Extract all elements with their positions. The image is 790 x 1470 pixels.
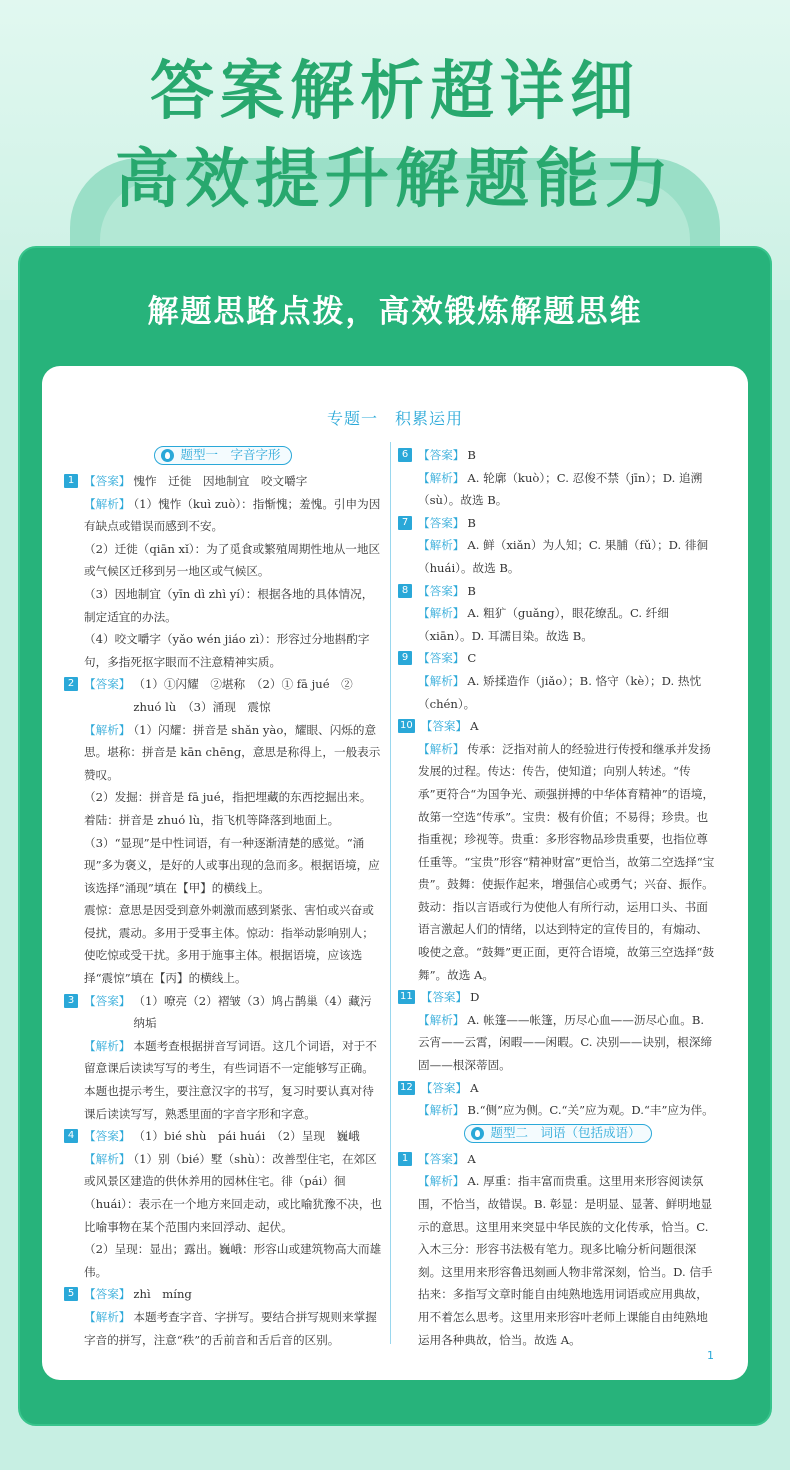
analysis-tag: 【解析】 xyxy=(84,1038,131,1053)
analysis-paragraph xyxy=(398,1170,718,1351)
analysis-paragraph xyxy=(64,583,382,628)
question-number: 1 xyxy=(64,474,78,488)
analysis-paragraph xyxy=(398,738,718,987)
answer-tag: 【答案】 xyxy=(418,1151,465,1166)
question-number: 10 xyxy=(400,720,413,732)
answer-tag: 【答案】 xyxy=(420,1080,468,1095)
right-question-list-2 xyxy=(398,1148,718,1351)
question-block xyxy=(398,512,718,580)
answer-row xyxy=(398,444,718,467)
analysis-paragraph xyxy=(64,1238,382,1283)
answer-row xyxy=(398,580,718,603)
analysis-text: A. 帐篷——帐篷，历尽心血——沥尽心血。B. 云宵——云霄，闲暇——闲暇。C. 决别——诀别，根深缔固——根深蒂固。 xyxy=(418,1012,713,1073)
section-label: 题型一 字音字形 xyxy=(180,447,281,463)
answer-tag: 【答案】 xyxy=(418,448,465,462)
analysis-paragraph xyxy=(64,1306,382,1351)
analysis-tag: 【解析】 xyxy=(418,741,465,756)
analysis-paragraph xyxy=(398,602,718,647)
analysis-tag: 【解析】 xyxy=(84,496,131,511)
question-number: 12 xyxy=(400,1081,413,1093)
analysis-tag: 【解析】 xyxy=(84,722,131,737)
question-block xyxy=(398,1148,718,1351)
question-block xyxy=(64,1125,382,1283)
analysis-tag: 【解析】 xyxy=(418,606,465,621)
answer-row xyxy=(64,1125,382,1148)
analysis-text: 本题考查根据拼音写词语。这几个词语，对于不留意课后读读写写的考生，有些词语不一定能够写正确。本题也提示考生，要注意汉字的书写，复习时要认真对待课后读读写写，熟悉里面的字音字形和字意。 xyxy=(84,1038,377,1121)
question-block xyxy=(398,647,718,715)
answer-row xyxy=(398,986,718,1009)
analysis-tag: 【解析】 xyxy=(418,1103,465,1118)
answer-row xyxy=(398,647,718,670)
analysis-text: 本题考查字音、字拼写。要结合拼写规则来掌握字音的拼写，注意“秩”的舌前音和舌后音的区别。 xyxy=(84,1309,377,1347)
analysis-paragraph xyxy=(64,1035,382,1125)
question-number: 5 xyxy=(64,1287,78,1301)
analysis-text: （4）咬文嚼字（yǎo wén jiáo zì）：形容过分地斟酌字句，多指死抠字眼而不注意精神实质。 xyxy=(84,632,370,669)
answer-tag: 【答案】 xyxy=(420,990,468,1005)
answer-tag: 【答案】 xyxy=(84,677,131,692)
flame-icon xyxy=(471,1127,484,1140)
page-number: 1 xyxy=(707,1349,714,1362)
answer-text: zhì míng xyxy=(133,1287,192,1302)
question-number: 2 xyxy=(64,677,78,691)
panel-title: 解题思路点拨，高效锻炼解题思维 xyxy=(147,294,643,330)
analysis-paragraph xyxy=(398,534,718,579)
analysis-text: A. 粗犷（guǎng），眼花缭乱。C. 纤细（xiān）。D. 耳濡目染。故选 B。 xyxy=(418,606,669,643)
analysis-paragraph xyxy=(398,467,718,512)
answer-text: （1）bié shù pái huái （2）呈现 巍峨 xyxy=(133,1129,360,1144)
answer-tag: 【答案】 xyxy=(84,474,131,488)
left-question-list xyxy=(64,470,382,1351)
question-block xyxy=(398,715,718,986)
answer-tag: 【答案】 xyxy=(418,515,465,530)
answer-tag: 【答案】 xyxy=(418,651,465,666)
answer-row xyxy=(398,512,718,535)
answer-text: A xyxy=(470,1080,479,1095)
analysis-tag: 【解析】 xyxy=(418,1174,465,1189)
analysis-paragraph xyxy=(398,670,718,715)
analysis-text: 传承：泛指对前人的经验进行传授和继承并发扬发展的过程。传达：传告，使知道；向别人转述。“传承”更符合“为国争光、顽强拼搏的中华体育精神”的语境，故第一空选“传承”。宝贵：极有价值；不易得；珍贵。也指重视；珍视等。贵重：多形容物品珍贵重要，也指位尊任重等。“宝贵”形容“精神财富”更恰当，故第二空选择“宝贵”。鼓舞：使振作起来，增强信心或勇气；兴奋、振作。鼓动：指以言语或行为使他人有所行动，运用口头、书面语言激起人们的情绪，以达到特定的宣传目的，有煽动、唆使之意。“鼓舞”更正面，更符合语境，故第三空选择“鼓舞”。故选 A。 xyxy=(418,741,715,982)
analysis-text: （1）愧怍（kuì zuò）：指惭愧；羞愧。引申为因有缺点或错误而感到不安。 xyxy=(84,496,381,534)
analysis-text: （1）别（bié）墅（shù）：改善型住宅，在郊区或风景区建造的供休养用的园林住宅。徘（pái）徊（huái）：表示在一个地方来回走动，或比喻犹豫不决，也比喻事物在某个范围内来回浮动、起伏。 xyxy=(84,1151,383,1234)
analysis-tag: 【解析】 xyxy=(418,1012,465,1027)
analysis-tag: 【解析】 xyxy=(418,470,465,485)
question-block xyxy=(398,986,718,1076)
analysis-text: A. 鲜（xiǎn）为人知；C. 果脯（fǔ）；D. 徘徊（huái）。故选 B。 xyxy=(418,538,709,575)
analysis-paragraph xyxy=(64,832,382,900)
answer-tag: 【答案】 xyxy=(84,1287,131,1302)
analysis-text: （2）呈现：显出；露出。巍峨：形容山或建筑物高大而雄伟。 xyxy=(84,1242,382,1279)
analysis-tag: 【解析】 xyxy=(418,538,465,553)
question-block xyxy=(64,990,382,1126)
right-column xyxy=(398,444,718,1351)
answer-page xyxy=(42,366,748,1380)
answer-text: （1）嘹亮（2）褶皱（3）鸠占鹊巢（4）藏污纳垢 xyxy=(133,993,372,1031)
question-number: 8 xyxy=(398,584,412,598)
answer-text: B xyxy=(467,448,476,462)
analysis-tag: 【解析】 xyxy=(84,1151,131,1166)
analysis-paragraph xyxy=(64,786,382,831)
answer-text: D xyxy=(470,990,480,1005)
section-label: 题型二 词语（包括成语） xyxy=(490,1125,641,1141)
analysis-paragraph xyxy=(398,1009,718,1077)
analysis-text: A. 厚重：指丰富而贵重。这里用来形容阅读氛围，不恰当，故错误。B. 彰显：是明显、显著、鲜明地显示的意思。这里用来突显中华民族的文化传承，恰当。C. 入木三分：形容书法极有笔力。现多比喻分析问题很深刻。这里用来形容鲁迅刻画人物非常深刻，恰当。D. 信手拈来：多指写文章时能自由纯熟地选用词语或应用典故，用不着怎么思考。这里用来形容叶老师上课能自由纯熟地运用各种典故，恰当。故选 A。 xyxy=(418,1174,713,1347)
analysis-text: （3）“显现”是中性词语，有一种逐渐清楚的感觉。“涌现”多为褒义，是好的人或事出现的急而多。根据语境，应该选择“涌现”填在【甲】的横线上。 xyxy=(84,835,380,895)
column-divider xyxy=(390,442,391,1344)
analysis-paragraph xyxy=(64,719,382,787)
answer-tag: 【答案】 xyxy=(418,583,465,598)
question-block xyxy=(398,580,718,648)
question-number: 1 xyxy=(398,1152,412,1166)
analysis-paragraph xyxy=(64,1148,382,1238)
answer-row xyxy=(64,1283,382,1306)
question-number: 3 xyxy=(64,994,78,1008)
answer-text: C xyxy=(467,651,477,666)
answer-row xyxy=(64,470,382,493)
analysis-paragraph xyxy=(64,628,382,673)
section-heading-right xyxy=(398,1124,718,1143)
answer-text: A xyxy=(470,719,479,734)
answer-tag: 【答案】 xyxy=(84,993,131,1008)
answer-text: B xyxy=(467,515,476,530)
answer-row xyxy=(398,715,718,738)
headline-line-1: 答案解析超详细 xyxy=(150,55,640,129)
analysis-paragraph xyxy=(64,538,382,583)
question-number: 4 xyxy=(64,1129,78,1143)
answer-row xyxy=(398,1077,718,1100)
analysis-text: （1）闪耀：拼音是 shǎn yào，耀眼、闪烁的意思。堪称：拼音是 kān chēng，意思是称得上，一般表示赞叹。 xyxy=(84,722,381,782)
question-number: 11 xyxy=(400,991,413,1003)
section-heading-left xyxy=(64,446,382,465)
answer-text: （1）①闪耀 ②堪称 （2）① fā jué ② zhuó lù （3）涌现 震惊 xyxy=(133,677,353,714)
analysis-paragraph xyxy=(64,899,382,989)
answer-row xyxy=(64,673,382,718)
analysis-text: （2）发掘：拼音是 fā jué，指把埋藏的东西挖掘出来。着陆：拼音是 zhuó lù，指飞机等降落到地面上。 xyxy=(84,790,372,827)
analysis-tag: 【解析】 xyxy=(418,673,465,688)
analysis-text: A. 轮廓（kuò）；C. 忍俊不禁（jīn）；D. 追溯（sù）。故选 B。 xyxy=(418,470,703,508)
analysis-tag: 【解析】 xyxy=(84,1309,131,1324)
question-number: 6 xyxy=(398,448,412,462)
answer-text: B xyxy=(467,583,476,598)
headline-line-2: 高效提升解题能力 xyxy=(115,143,675,217)
analysis-text: （3）因地制宜（yīn dì zhì yí）：根据各地的具体情况，制定适宜的办法。 xyxy=(84,586,374,624)
analysis-text: （2）迁徙（qiān xǐ）：为了觅食或繁殖周期性地从一地区或气候区迁移到另一地区或气候区。 xyxy=(84,541,381,579)
question-block xyxy=(398,1077,718,1122)
right-question-list xyxy=(398,444,718,1122)
answer-tag: 【答案】 xyxy=(420,719,468,734)
chapter-title: 专题一 积累运用 xyxy=(326,409,463,428)
answer-text: A xyxy=(467,1151,476,1166)
question-number: 9 xyxy=(398,651,412,665)
analysis-paragraph xyxy=(64,493,382,538)
question-block xyxy=(64,1283,382,1351)
question-block xyxy=(64,673,382,989)
question-number: 7 xyxy=(398,516,412,530)
answer-row xyxy=(398,1148,718,1171)
analysis-text: A. 矫揉造作（jiǎo）；B. 恪守（kè）；D. 热忱（chén）。 xyxy=(418,673,702,711)
left-column xyxy=(64,444,382,1351)
answer-row xyxy=(64,990,382,1035)
analysis-text: B.“侧”应为侧。C.“关”应为观。D.“丰”应为伴。 xyxy=(467,1103,714,1118)
question-block xyxy=(398,444,718,512)
flame-icon xyxy=(161,449,174,462)
answer-tag: 【答案】 xyxy=(84,1129,131,1144)
answer-text: 愧怍 迁徙 因地制宜 咬文嚼字 xyxy=(133,474,308,488)
analysis-text: 震惊：意思是因受到意外刺激而感到紧张、害怕或兴奋或侵扰，震动。多用于受事主体。惊动：指举动影响别人；使吃惊或受干扰。多用于施事主体。根据语境，应该选择“震惊”填在【丙】的横线上。 xyxy=(84,903,374,986)
question-block xyxy=(64,470,382,673)
analysis-paragraph xyxy=(398,1099,718,1122)
